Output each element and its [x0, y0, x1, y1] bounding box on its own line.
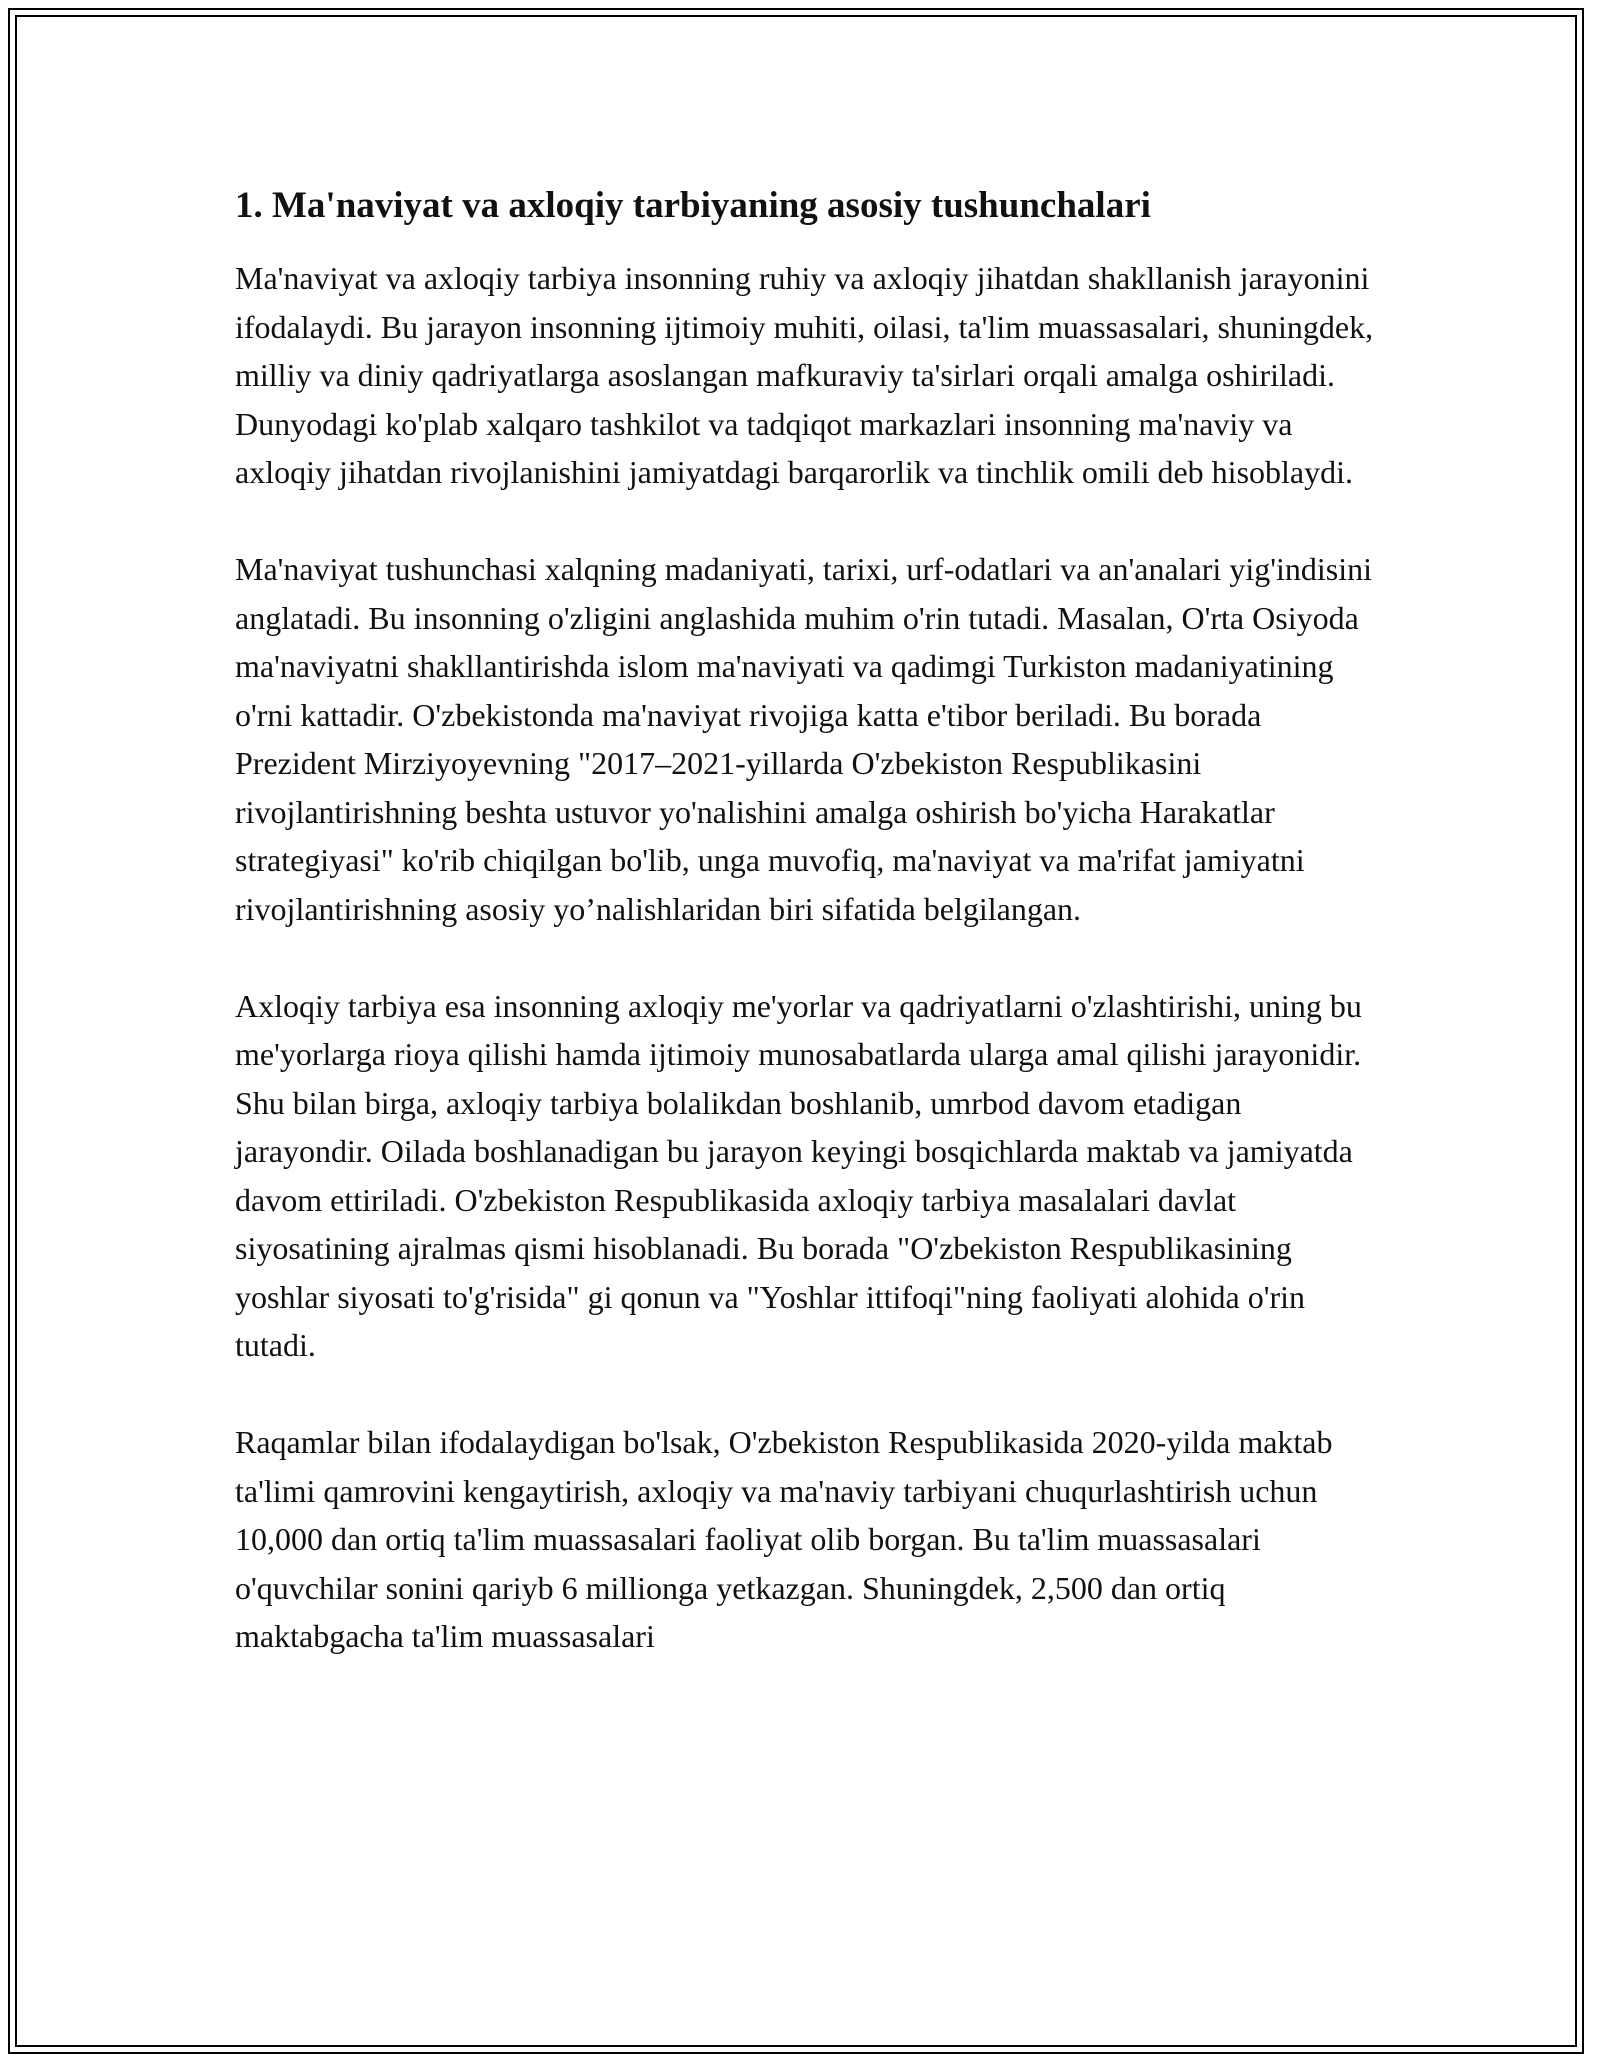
section-title: 1. Ma'naviyat va axloqiy tarbiyaning asosiy tushunchalari [235, 185, 1151, 226]
paragraph-1: Ma'naviyat va axloqiy tarbiya insonning ruhiy va axloqiy jihatdan shakllanish jarayonini ifodalaydi. Bu jarayon insonning ijtimoiy muhiti, oilasi, ta'lim muassasalari, shuningdek, milliy va diniy qadriyatlarga asoslangan mafkuraviy ta'sirlari orqali amalga oshiriladi. Dunyodagi ko'plab xalqaro tashkilot va tadqiqot markazlari insonning ma'naviy va axloqiy jihatdan rivojlanishini jamiyatdagi barqarorlik va tinchlik omili deb hisoblaydi. [235, 260, 1374, 491]
document-body [235, 184, 1375, 1709]
paragraph-4: Raqamlar bilan ifodalaydigan bo'lsak, O'zbekiston Respublikasida 2020-yilda maktab ta'limi qamrovini kengaytirish, axloqiy va ma'naviy tarbiyani chuqurlashtirish uchun 10,000 dan ortiq ta'lim muassasalari faoliyat olib borgan. Bu ta'lim muassasalari o'quvchilar sonini qariyb 6 millionga yetkazgan. Shuningdek, 2,500 dan ortiq maktabgacha ta'lim muassasalari [235, 1424, 1333, 1655]
paragraph-2: Ma'naviyat tushunchasi xalqning madaniyati, tarixi, urf-odatlari va an'analari yig'indisini anglatadi. Bu insonning o'zligini anglashida muhim o'rin tutadi. Masalan, O'rta Osiyoda ma'naviyatni shakllantirishda islom ma'naviyati va qadimgi Turkiston madaniyatining o'rni kattadir. O'zbekistonda ma'naviyat rivojiga katta e'tibor beriladi. Bu borada Prezident Mirziyoyevning "2017–2021-yillarda O'zbekiston Respublikasini rivojlantirishning beshta ustuvor yo'nalishini amalga oshirish bo'yicha Harakatlar strategiyasi" ko'rib chiqilgan bo'lib, unga muvofiq, ma'naviyat va ma'rifat jamiyatni rivojlantirishning asosiy yo’nalishlaridan biri sifatida belgilangan. [235, 551, 1372, 927]
paragraph-3: Axloqiy tarbiya esa insonning axloqiy me'yorlar va qadriyatlarni o'zlashtirishi, uning bu me'yorlarga rioya qilishi hamda ijtimoiy munosabatlarda ularga amal qilishi jarayonidir. Shu bilan birga, axloqiy tarbiya bolalikdan boshlanib, umrbod davom etadigan jarayondir. Oilada boshlanadigan bu jarayon keyingi bosqichlarda maktab va jamiyatda davom ettiriladi. O'zbekiston Respublikasida axloqiy tarbiya masalalari davlat siyosatining ajralmas qismi hisoblanadi. Bu borada "O'zbekiston Respublikasining yoshlar siyosati to'g'risida" gi qonun va "Yoshlar ittifoqi"ning faoliyati alohida o'rin tutadi. [235, 987, 1362, 1364]
